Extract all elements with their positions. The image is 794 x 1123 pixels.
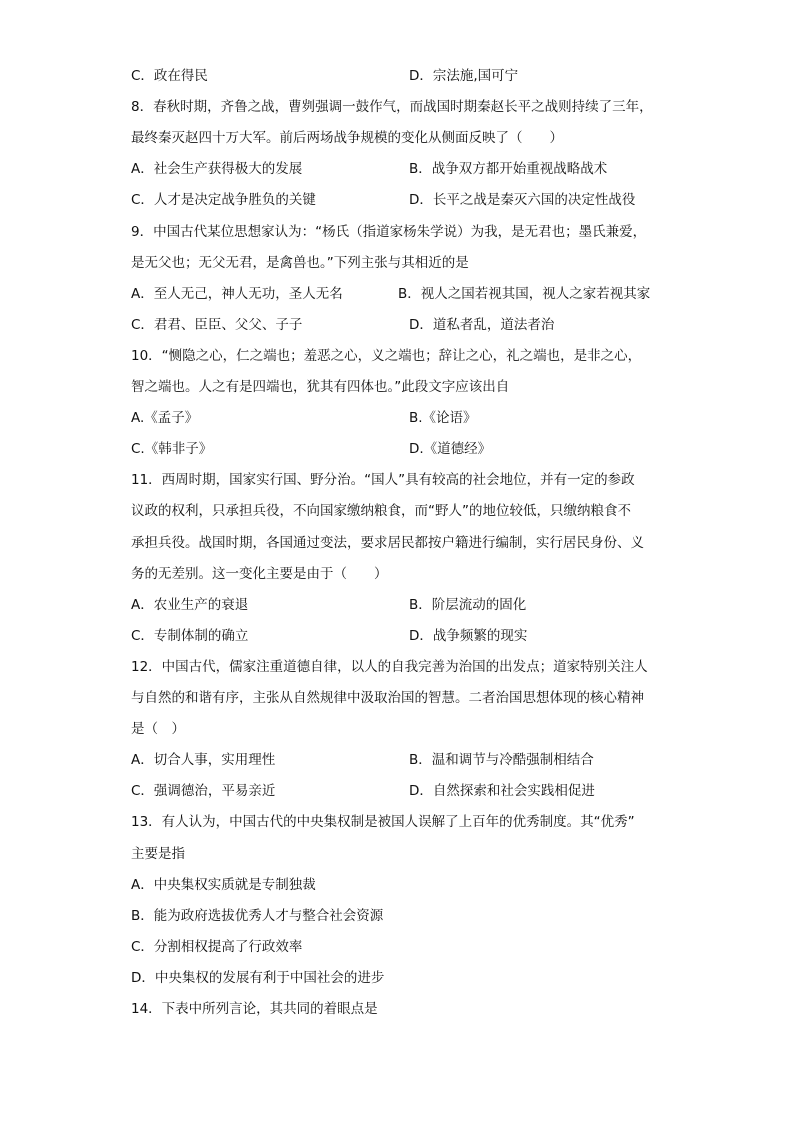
text-line: 与自然的和谐有序，主张从自然规律中汲取治国的智慧。二者治国思想体现的核心精神	[131, 690, 644, 706]
text-line: 是无父也；无父无君，是禽兽也。”下列主张与其相近的是	[131, 255, 469, 271]
answer-option: D．道私者乱，道法者治	[409, 317, 555, 333]
text-line: 13．有人认为，中国古代的中央集权制是被国人误解了上百年的优秀制度。其“优秀”	[131, 814, 635, 830]
text-line: 14．下表中所列言论，其共同的着眼点是	[131, 1001, 378, 1017]
text-line: 10．“恻隐之心，仁之端也；羞恶之心，义之端也；辞让之心，礼之端也，是非之心，	[131, 348, 642, 364]
text-line: 8．春秋时期，齐鲁之战，曹刿强调一鼓作气，而战国时期秦赵长平之战则持续了三年，	[131, 99, 653, 115]
answer-option: C．强调德治，平易亲近	[131, 783, 276, 799]
text-line: C．分割相权提高了行政效率	[131, 939, 303, 955]
text-line: 务的无差别。这一变化主要是由于（ ）	[131, 566, 388, 582]
answer-option: C．专制体制的确立	[131, 628, 249, 644]
text-line: 承担兵役。战国时期，各国通过变法，要求居民都按户籍进行编制，实行居民身份、义	[131, 535, 644, 551]
answer-option: D．宗法施,国可宁	[409, 68, 519, 84]
answer-option: D．自然探索和社会实践相促进	[409, 783, 595, 799]
answer-option: B.《论语》	[409, 410, 477, 426]
answer-option: B．视人之国若视其国，视人之家若视其家	[398, 286, 651, 302]
answer-option: A．至人无己，神人无功，圣人无名	[131, 286, 343, 302]
answer-option: A．切合人事，实用理性	[131, 752, 276, 768]
answer-option: C．君君、臣臣、父父、子子	[131, 317, 303, 333]
text-line: B．能为政府选拔优秀人才与整合社会资源	[131, 908, 384, 924]
text-line: 11．西周时期，国家实行国、野分治。“国人”具有较高的社会地位，并有一定的参政	[131, 472, 635, 488]
answer-option: A．社会生产获得极大的发展	[131, 161, 303, 177]
text-line: 是（ ）	[131, 721, 185, 737]
text-line: 12．中国古代，儒家注重道德自律，以人的自我完善为治国的出发点；道家特别关注人	[131, 659, 648, 675]
answer-option: D．长平之战是秦灭六国的决定性战役	[409, 192, 636, 208]
text-line: 最终秦灭赵四十万大军。前后两场战争规模的变化从侧面反映了（ ）	[131, 130, 563, 146]
answer-option: B．阶层流动的固化	[409, 597, 527, 613]
answer-option: A．农业生产的衰退	[131, 597, 249, 613]
answer-option: A.《孟子》	[131, 410, 199, 426]
answer-option: C.《韩非子》	[131, 441, 213, 457]
answer-option: D.《道德经》	[409, 441, 492, 457]
text-line: A．中央集权实质就是专制独裁	[131, 877, 316, 893]
text-line: 9．中国古代某位思想家认为：“杨氏（指道家杨朱学说）为我，是无君也；墨氏兼爱，	[131, 224, 647, 240]
text-line: D．中央集权的发展有利于中国社会的进步	[131, 970, 385, 986]
answer-option: D．战争频繁的现实	[409, 628, 528, 644]
text-line: 议政的权利，只承担兵役，不向国家缴纳粮食，而“野人”的地位较低，只缴纳粮食不	[131, 503, 631, 519]
text-line: 智之端也。人之有是四端也，犹其有四体也。”此段文字应该出自	[131, 379, 510, 395]
answer-option: B．温和调节与冷酷强制相结合	[409, 752, 594, 768]
text-line: 主要是指	[131, 846, 185, 862]
answer-option: C．政在得民	[131, 68, 208, 84]
answer-option: C．人才是决定战争胜负的关键	[131, 192, 316, 208]
answer-option: B．战争双方都开始重视战略战术	[409, 161, 608, 177]
